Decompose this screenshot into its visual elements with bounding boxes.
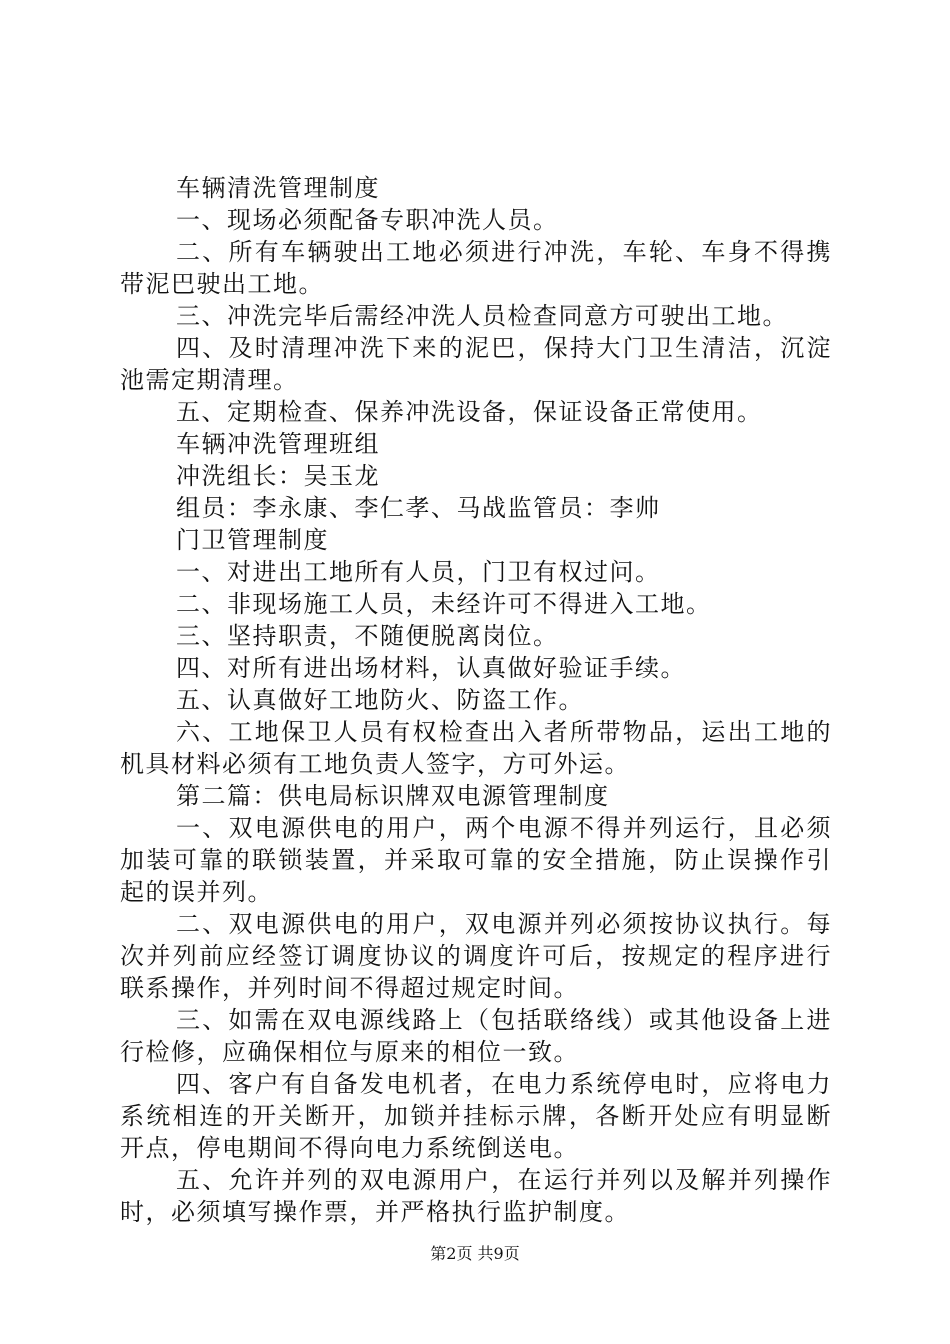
paragraph: 一、对进出工地所有人员，门卫有权过问。 (176, 558, 661, 586)
paragraph: 四、对所有进出场材料，认真做好验证手续。 (176, 654, 686, 682)
paragraph: 二、所有车辆驶出工地必须进行冲洗，车轮、车身不得携带泥巴驶出工地。 (120, 238, 832, 298)
paragraph: 二、非现场施工人员，未经许可不得进入工地。 (176, 590, 712, 618)
heading-gatekeeper-rules: 门卫管理制度 (176, 526, 329, 554)
heading-vehicle-washing-team: 车辆冲洗管理班组 (176, 430, 380, 458)
paragraph: 三、如需在双电源线路上（包括联络线）或其他设备上进行检修，应确保相位与原来的相位一致。 (120, 1006, 832, 1066)
paragraph: 五、定期检查、保养冲洗设备，保证设备正常使用。 (176, 398, 763, 426)
heading-part-two: 第二篇：供电局标识牌双电源管理制度 (176, 782, 610, 810)
paragraph: 四、及时清理冲洗下来的泥巴，保持大门卫生清洁，沉淀池需定期清理。 (120, 334, 832, 394)
paragraph: 一、双电源供电的用户，两个电源不得并列运行，且必须加装可靠的联锁装置，并采取可靠的安全措施，防止误操作引起的误并列。 (120, 814, 832, 906)
heading-vehicle-washing-rules: 车辆清洗管理制度 (176, 174, 380, 202)
paragraph: 一、现场必须配备专职冲洗人员。 (176, 206, 559, 234)
paragraph: 二、双电源供电的用户，双电源并列必须按协议执行。每次并列前应经签订调度协议的调度许可后，按规定的程序进行联系操作，并列时间不得超过规定时间。 (120, 910, 832, 1002)
paragraph: 六、工地保卫人员有权检查出入者所带物品，运出工地的机具材料必须有工地负责人签字，方可外运。 (120, 718, 832, 778)
document-body (120, 172, 832, 1228)
paragraph: 三、冲洗完毕后需经冲洗人员检查同意方可驶出工地。 (176, 302, 788, 330)
page-number-footer: 第2页 共9页 (430, 1244, 520, 1263)
paragraph: 四、客户有自备发电机者，在电力系统停电时，应将电力系统相连的开关断开，加锁并挂标示牌，各断开处应有明显断开点，停电期间不得向电力系统倒送电。 (120, 1070, 832, 1162)
team-leader-line: 冲洗组长：吴玉龙 (176, 462, 380, 490)
paragraph: 三、坚持职责，不随便脱离岗位。 (176, 622, 559, 650)
paragraph: 五、认真做好工地防火、防盗工作。 (176, 686, 584, 714)
team-members-line: 组员：李永康、李仁孝、马战监管员：李帅 (176, 494, 661, 522)
paragraph: 五、允许并列的双电源用户，在运行并列以及解并列操作时，必须填写操作票，并严格执行监护制度。 (120, 1166, 832, 1226)
